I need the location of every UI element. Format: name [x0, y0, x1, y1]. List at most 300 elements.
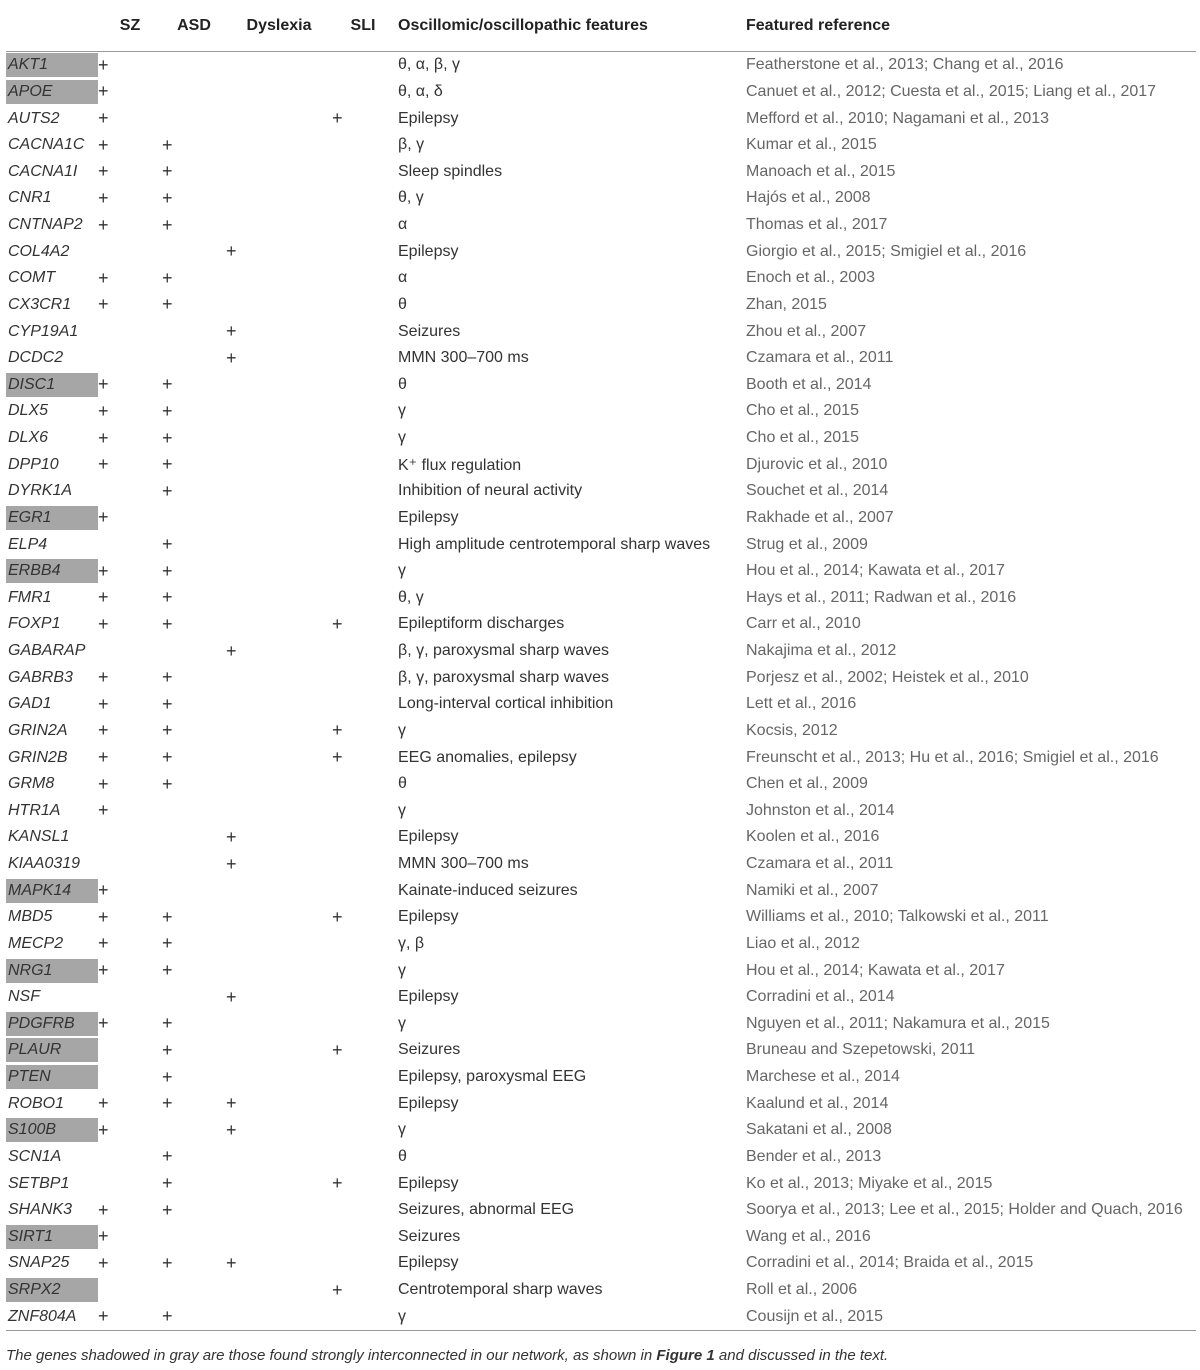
gene-cell: [6, 1037, 98, 1064]
table-row: [6, 1224, 1196, 1251]
reference-cell[interactable]: Johnston et al., 2014: [746, 801, 895, 819]
gene-cell: [6, 771, 98, 798]
asd-mark: +: [162, 960, 173, 981]
dyslexia-mark: [226, 771, 332, 798]
sz-mark: +: [98, 1303, 162, 1330]
sz-mark: +: [98, 294, 109, 315]
gene-cell: [6, 52, 98, 79]
sli-mark: [332, 238, 394, 265]
sli-mark: [332, 638, 394, 665]
sli-mark: [332, 79, 394, 106]
table-row: [6, 372, 1196, 399]
reference-cell[interactable]: Kumar et al., 2015: [746, 136, 877, 154]
gene-cell: [6, 531, 98, 558]
asd-mark: +: [162, 906, 173, 927]
reference-cell[interactable]: Kocsis, 2012: [746, 721, 838, 739]
asd-mark: +: [162, 1039, 173, 1060]
asd-mark: +: [162, 720, 173, 741]
header-features: Oscillomic/oscillopathic features: [394, 0, 746, 52]
gene-name: DCDC2: [8, 349, 64, 367]
asd-mark: +: [162, 560, 173, 581]
reference-cell[interactable]: Ko et al., 2013; Miyake et al., 2015: [746, 1174, 993, 1192]
reference-cell[interactable]: Canuet et al., 2012; Cuesta et al., 2015; Liang et al., 2017: [746, 82, 1157, 100]
reference-cell[interactable]: Czamara et al., 2011: [746, 855, 894, 873]
asd-mark: +: [162, 480, 173, 501]
reference-cell[interactable]: Hou et al., 2014; Kawata et al., 2017: [746, 961, 1005, 979]
sz-mark: +: [98, 374, 109, 395]
dyslexia-mark: [226, 744, 332, 771]
header-gene: [6, 0, 98, 52]
reference-cell[interactable]: Hou et al., 2014; Kawata et al., 2017: [746, 562, 1005, 580]
gene-cell: [6, 1117, 98, 1144]
asd-mark: +: [162, 933, 173, 954]
sli-mark: [332, 265, 394, 292]
gene-cell: [6, 718, 98, 745]
dyslexia-mark: +: [226, 826, 237, 847]
gene-cell: [6, 159, 98, 186]
gene-cell: [6, 904, 98, 931]
dyslexia-mark: +: [226, 1119, 237, 1140]
gene-cell: [6, 744, 98, 771]
gene-name: FMR1: [8, 588, 52, 606]
features-cell: γ: [398, 801, 406, 819]
features-cell: θ: [398, 1147, 407, 1165]
table-row: [6, 1011, 1196, 1038]
table-row: [6, 185, 1196, 212]
sli-mark: [332, 531, 394, 558]
features-cell: β, γ, paroxysmal sharp waves: [398, 642, 610, 660]
table-row: [6, 1277, 1196, 1304]
gene-name: ELP4: [8, 535, 48, 553]
features-cell: Epilepsy: [398, 988, 459, 1006]
features-cell: Seizures, abnormal EEG: [398, 1201, 575, 1219]
reference-cell[interactable]: Czamara et al., 2011: [746, 349, 894, 367]
table-row: [6, 398, 1196, 425]
features-cell: Epilepsy, paroxysmal EEG: [398, 1068, 587, 1086]
table-row: [6, 957, 1196, 984]
gene-name: S100B: [6, 1118, 98, 1142]
sli-mark: +: [332, 108, 343, 129]
footnote-text-before: The genes shadowed in gray are those found strongly interconnected in our network, as shown in: [6, 1347, 657, 1364]
gene-name: MBD5: [8, 908, 53, 926]
gene-name: CNTNAP2: [8, 216, 83, 234]
table-row: [6, 52, 1196, 79]
dyslexia-mark: [226, 904, 332, 931]
reference-cell[interactable]: Kaalund et al., 2014: [746, 1094, 889, 1112]
gene-cell: [6, 1277, 98, 1304]
reference-cell[interactable]: Soorya et al., 2013; Lee et al., 2015; Holder and Quach, 2016: [746, 1201, 1183, 1219]
reference-cell[interactable]: Corradini et al., 2014; Braida et al., 2015: [746, 1254, 1034, 1272]
reference-cell[interactable]: Williams et al., 2010; Talkowski et al., 2011: [746, 908, 1049, 926]
sli-mark: [332, 931, 394, 958]
gene-name: SIRT1: [6, 1225, 98, 1249]
table-row: [6, 984, 1196, 1011]
features-cell: MMN 300–700 ms: [398, 349, 529, 367]
reference-cell[interactable]: Carr et al., 2010: [746, 615, 861, 633]
features-cell: Epilepsy: [398, 908, 459, 926]
sz-mark: +: [98, 693, 109, 714]
features-cell: Centrotemporal sharp waves: [398, 1281, 603, 1299]
table-row: [6, 664, 1196, 691]
features-cell: γ, β: [398, 934, 425, 952]
dyslexia-mark: [226, 691, 332, 718]
features-cell: Epilepsy: [398, 508, 459, 526]
features-cell: Seizures: [398, 1227, 461, 1245]
table-row: [6, 292, 1196, 319]
features-cell: γ: [398, 1014, 406, 1032]
reference-cell[interactable]: Zhou et al., 2007: [746, 322, 867, 340]
dyslexia-mark: [226, 159, 332, 186]
table-row: [6, 345, 1196, 372]
dyslexia-mark: [226, 425, 332, 452]
asd-mark: +: [162, 773, 173, 794]
table-row: [6, 531, 1196, 558]
table-row: [6, 798, 1196, 825]
gene-cell: [6, 558, 98, 585]
gene-name: DYRK1A: [8, 482, 73, 500]
asd-mark: +: [162, 534, 173, 555]
reference-cell[interactable]: Porjesz et al., 2002; Heistek et al., 2010: [746, 668, 1029, 686]
dyslexia-mark: [226, 398, 332, 425]
table-footnote: [6, 1347, 888, 1364]
features-cell: θ: [398, 375, 407, 393]
gene-name: FOXP1: [8, 615, 61, 633]
sz-mark: [98, 638, 162, 665]
gene-name: SCN1A: [8, 1147, 62, 1165]
reference-cell[interactable]: Koolen et al., 2016: [746, 828, 880, 846]
table-row: [6, 611, 1196, 638]
footnote-text-after: and discussed in the text.: [714, 1347, 889, 1364]
table-body: [6, 52, 1196, 1331]
reference-cell[interactable]: Corradini et al., 2014: [746, 988, 895, 1006]
sz-mark: +: [98, 400, 109, 421]
gene-name: SHANK3: [8, 1201, 73, 1219]
table-row: [6, 744, 1196, 771]
gene-name: CYP19A1: [8, 322, 79, 340]
gene-name: AKT1: [6, 53, 98, 77]
sz-mark: [98, 984, 162, 1011]
features-cell: α: [398, 269, 408, 287]
features-cell: K⁺ flux regulation: [398, 456, 522, 474]
sz-mark: [98, 824, 162, 851]
sz-mark: +: [98, 1252, 109, 1273]
features-cell: Epilepsy: [398, 1094, 459, 1112]
reference-cell[interactable]: Nakajima et al., 2012: [746, 642, 897, 660]
reference-cell[interactable]: Zhan, 2015: [746, 295, 827, 313]
sli-mark: [332, 1250, 394, 1277]
sli-mark: [332, 159, 394, 186]
sz-mark: [98, 318, 162, 345]
table-row: [6, 931, 1196, 958]
gene-name: GRIN2B: [8, 748, 68, 766]
gene-cell: [6, 1224, 98, 1251]
sli-mark: [332, 132, 394, 159]
sz-mark: +: [98, 1013, 109, 1034]
gene-name: DPP10: [8, 455, 59, 473]
dyslexia-mark: [226, 585, 332, 612]
reference-cell[interactable]: Bruneau and Szepetowski, 2011: [746, 1041, 976, 1059]
table-row: [6, 691, 1196, 718]
gene-cell: [6, 292, 98, 319]
features-cell: γ: [398, 961, 406, 979]
table-row: [6, 1303, 1196, 1330]
gene-name: SNAP25: [8, 1254, 70, 1272]
reference-cell[interactable]: Cousijn et al., 2015: [746, 1303, 1196, 1330]
reference-cell[interactable]: Mefford et al., 2010; Nagamani et al., 2013: [746, 109, 1050, 127]
sli-mark: +: [332, 613, 343, 634]
gene-cell: [6, 851, 98, 878]
reference-cell[interactable]: Cho et al., 2015: [746, 402, 859, 420]
sz-mark: +: [98, 667, 109, 688]
sz-mark: +: [98, 1119, 109, 1140]
footnote-figure-link[interactable]: Figure 1: [656, 1347, 715, 1364]
gene-table: [6, 0, 1196, 1331]
sz-mark: [98, 851, 162, 878]
reference-cell[interactable]: Djurovic et al., 2010: [746, 455, 888, 473]
dyslexia-mark: [226, 1011, 332, 1038]
table-row: [6, 585, 1196, 612]
reference-cell[interactable]: Thomas et al., 2017: [746, 216, 888, 234]
reference-cell[interactable]: Souchet et al., 2014: [746, 482, 889, 500]
asd-mark: [162, 345, 226, 372]
dyslexia-mark: [226, 292, 332, 319]
dyslexia-mark: [226, 531, 332, 558]
dyslexia-mark: [226, 1197, 332, 1224]
gene-name: DLX5: [8, 402, 49, 420]
features-cell: θ, α, δ: [398, 82, 443, 100]
sz-mark: +: [98, 1093, 109, 1114]
gene-name: CACNA1C: [8, 136, 85, 154]
sz-mark: +: [98, 880, 109, 901]
reference-cell[interactable]: Namiki et al., 2007: [746, 881, 879, 899]
reference-cell[interactable]: Nguyen et al., 2011; Nakamura et al., 2015: [746, 1014, 1050, 1032]
sli-mark: [332, 1224, 394, 1251]
gene-cell: [6, 1011, 98, 1038]
gene-name: MECP2: [8, 934, 64, 952]
features-cell: Epilepsy: [398, 1174, 459, 1192]
asd-mark: +: [162, 267, 173, 288]
reference-cell[interactable]: Chen et al., 2009: [746, 775, 868, 793]
asd-mark: [162, 52, 226, 79]
reference-cell[interactable]: Wang et al., 2016: [746, 1227, 871, 1245]
gene-name: CNR1: [8, 189, 52, 207]
reference-cell[interactable]: Liao et al., 2012: [746, 934, 860, 952]
reference-cell[interactable]: Enoch et al., 2003: [746, 269, 875, 287]
reference-cell[interactable]: Marchese et al., 2014: [746, 1068, 900, 1086]
asd-mark: [162, 105, 226, 132]
table-row: [6, 1117, 1196, 1144]
dyslexia-mark: [226, 105, 332, 132]
gene-cell: [6, 451, 98, 478]
dyslexia-mark: [226, 718, 332, 745]
sli-mark: [332, 798, 394, 825]
asd-mark: +: [162, 613, 173, 634]
asd-mark: +: [162, 187, 173, 208]
gene-name: CX3CR1: [8, 295, 72, 313]
reference-cell[interactable]: Manoach et al., 2015: [746, 162, 896, 180]
sz-mark: +: [98, 800, 109, 821]
gene-name: DISC1: [6, 373, 98, 397]
reference-cell[interactable]: Hajós et al., 2008: [746, 189, 871, 207]
sli-mark: [332, 585, 394, 612]
reference-cell[interactable]: Lett et al., 2016: [746, 695, 857, 713]
features-cell: θ: [398, 775, 407, 793]
asd-mark: [162, 798, 226, 825]
dyslexia-mark: [226, 212, 332, 239]
sli-mark: +: [332, 906, 343, 927]
sli-mark: [332, 1117, 394, 1144]
dyslexia-mark: +: [226, 640, 237, 661]
table-row: [6, 824, 1196, 851]
sz-mark: +: [98, 587, 109, 608]
gene-cell: [6, 238, 98, 265]
sli-mark: +: [332, 1279, 343, 1300]
sz-mark: [98, 531, 162, 558]
table-row: [6, 132, 1196, 159]
sz-mark: +: [98, 720, 109, 741]
gene-cell: [6, 1064, 98, 1091]
reference-cell[interactable]: Roll et al., 2006: [746, 1281, 858, 1299]
dyslexia-mark: +: [226, 853, 237, 874]
asd-mark: +: [162, 454, 173, 475]
table-header: [6, 0, 1196, 52]
asd-mark: +: [162, 1146, 173, 1167]
reference-cell[interactable]: Sakatani et al., 2008: [746, 1121, 892, 1139]
sz-mark: +: [98, 214, 109, 235]
dyslexia-mark: [226, 957, 332, 984]
table-row: [6, 1170, 1196, 1197]
gene-cell: [6, 1144, 98, 1171]
table-row: [6, 79, 1196, 106]
sz-mark: +: [98, 54, 109, 75]
table-row: [6, 1144, 1196, 1171]
gene-name: KANSL1: [8, 828, 70, 846]
table-row: [6, 771, 1196, 798]
sz-mark: +: [98, 1199, 109, 1220]
sli-mark: [332, 691, 394, 718]
reference-cell[interactable]: Booth et al., 2014: [746, 375, 872, 393]
sli-mark: [332, 292, 394, 319]
gene-name: COMT: [8, 269, 56, 287]
gene-cell: [6, 505, 98, 532]
sz-mark: +: [98, 747, 109, 768]
features-cell: Seizures: [398, 322, 461, 340]
gene-name: PLAUR: [6, 1038, 98, 1062]
sli-mark: [332, 212, 394, 239]
table-row: [6, 718, 1196, 745]
sz-mark: [98, 238, 162, 265]
features-cell: Epilepsy: [398, 242, 459, 260]
dyslexia-mark: +: [226, 347, 237, 368]
sli-mark: [332, 505, 394, 532]
dyslexia-mark: +: [226, 1252, 237, 1273]
gene-cell: [6, 478, 98, 505]
table-row: [6, 478, 1196, 505]
asd-mark: +: [162, 1199, 173, 1220]
features-cell: High amplitude centrotemporal sharp waves: [398, 535, 711, 553]
sz-mark: [98, 1037, 162, 1064]
gene-name: CACNA1I: [8, 162, 78, 180]
asd-mark: [162, 1224, 226, 1251]
sz-mark: [98, 1064, 162, 1091]
dyslexia-mark: +: [226, 241, 237, 262]
reference-cell[interactable]: Bender et al., 2013: [746, 1147, 882, 1165]
sli-mark: [332, 451, 394, 478]
table-row: [6, 1197, 1196, 1224]
sz-mark: +: [98, 507, 109, 528]
dyslexia-mark: [226, 1224, 332, 1251]
features-cell: Epilepsy: [398, 109, 459, 127]
sli-mark: [332, 1144, 394, 1171]
reference-cell[interactable]: Rakhade et al., 2007: [746, 508, 894, 526]
gene-cell: [6, 425, 98, 452]
asd-mark: [162, 505, 226, 532]
gene-name: SRPX2: [6, 1278, 98, 1302]
dyslexia-mark: [226, 558, 332, 585]
gene-name: NSF: [8, 988, 40, 1006]
sz-mark: +: [98, 933, 109, 954]
asd-mark: +: [162, 214, 173, 235]
features-cell: θ, α, β, γ: [398, 56, 461, 74]
gene-cell: [6, 132, 98, 159]
asd-mark: +: [162, 1173, 173, 1194]
dyslexia-mark: [226, 372, 332, 399]
gene-cell: [6, 318, 98, 345]
reference-cell[interactable]: Hays et al., 2011; Radwan et al., 2016: [746, 588, 1017, 606]
gene-cell: [6, 1170, 98, 1197]
dyslexia-mark: [226, 664, 332, 691]
sz-mark: +: [98, 560, 109, 581]
sli-mark: +: [332, 1173, 343, 1194]
header-dyslexia: Dyslexia: [226, 0, 332, 52]
sz-mark: [98, 478, 162, 505]
sli-mark: [332, 558, 394, 585]
sz-mark: +: [98, 906, 109, 927]
dyslexia-mark: +: [226, 986, 237, 1007]
sli-mark: +: [332, 747, 343, 768]
gene-name: HTR1A: [8, 801, 61, 819]
table-row: [6, 265, 1196, 292]
gene-name: MAPK14: [6, 879, 98, 903]
gene-name: GRIN2A: [8, 721, 68, 739]
sz-mark: [98, 1277, 162, 1304]
gene-cell: [6, 585, 98, 612]
reference-cell[interactable]: Cho et al., 2015: [746, 429, 859, 447]
reference-cell[interactable]: Featherstone et al., 2013; Chang et al., 2016: [746, 56, 1064, 74]
sz-mark: +: [98, 613, 109, 634]
table-row: [6, 1250, 1196, 1277]
features-cell: β, γ, paroxysmal sharp waves: [398, 668, 610, 686]
gene-cell: [6, 691, 98, 718]
table-row: [6, 1064, 1196, 1091]
table-row: [6, 425, 1196, 452]
gene-name: SETBP1: [8, 1174, 70, 1192]
reference-cell[interactable]: Freunscht et al., 2013; Hu et al., 2016; Smigiel et al., 2016: [746, 748, 1159, 766]
table-row: [6, 558, 1196, 585]
reference-cell[interactable]: Strug et al., 2009: [746, 535, 868, 553]
table-row: [6, 851, 1196, 878]
sli-mark: [332, 1197, 394, 1224]
header-asd: ASD: [162, 0, 226, 52]
dyslexia-mark: [226, 185, 332, 212]
asd-mark: +: [162, 1252, 173, 1273]
asd-mark: +: [162, 427, 173, 448]
gene-cell: [6, 931, 98, 958]
sli-mark: [332, 1064, 394, 1091]
features-cell: γ: [398, 562, 406, 580]
reference-cell[interactable]: Giorgio et al., 2015; Smigiel et al., 2016: [746, 242, 1027, 260]
features-cell: γ: [398, 429, 406, 447]
